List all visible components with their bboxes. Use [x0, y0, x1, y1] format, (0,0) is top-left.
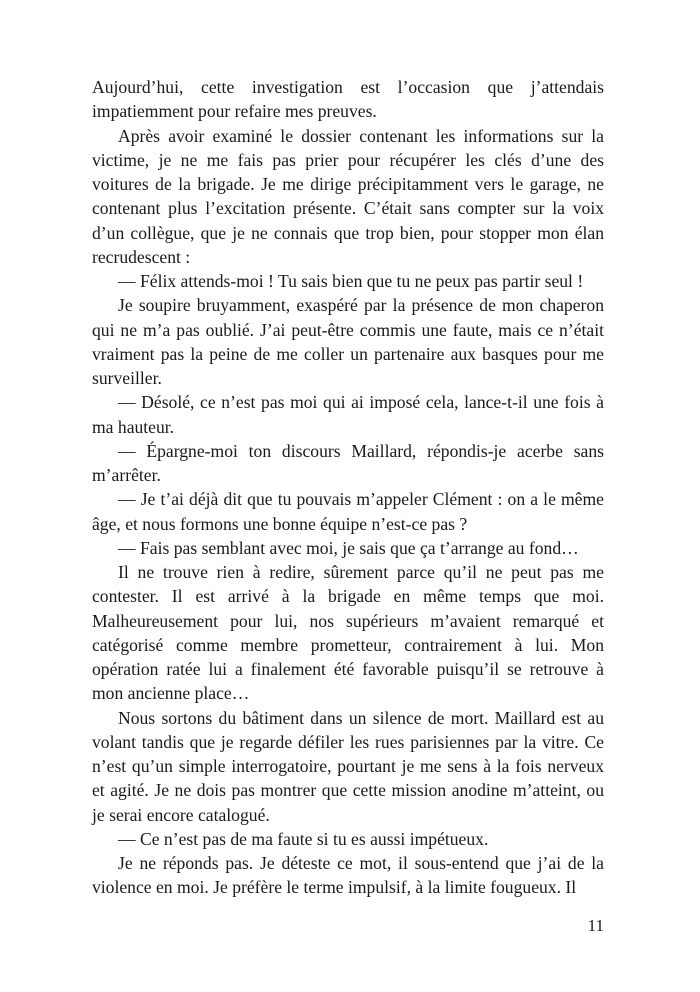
paragraph-3: Je soupire bruyamment, exaspéré par la présence de mon chaperon qui ne m’a pas oublié. J’ai peut-être commis une faute, mais ce n’était vraiment pas la peine de me coller un partenaire aux basques pour me surveiller. [92, 295, 604, 388]
page-number: 11 [587, 916, 604, 935]
paragraph-2: Après avoir examiné le dossier contenant les informations sur la victime, je ne me fais pas prier pour récupérer les clés d’une des voitures de la brigade. Je me dirige précipitamment vers le garage, ne contenant plus l’excitation présente. C’était sans compter sur la voix d’un collègue, que je ne connais que trop bien, pour stopper mon élan recrudescent : [92, 125, 604, 267]
paragraph-4: Il ne trouve rien à redire, sûrement parce qu’il ne peut pas me contester. Il est arrivé à la brigade en même temps que moi. Malheureusement pour lui, nos supérieurs m’avaient remarqué et catégorisé comme membre prometteur, contrairement à lui. Mon opération ratée lui a finalement été favorable puisqu’il se retrouve à mon ancienne place… [92, 562, 604, 704]
dialogue-line-4: — Je t’ai déjà dit que tu pouvais m’appeler Clément : on a le même âge, et nous formons une bonne équipe n’est-ce pas ? [92, 489, 604, 534]
dialogue-line-1: — Félix attends-moi ! Tu sais bien que tu ne peux pas partir seul ! [118, 271, 584, 291]
dialogue-line-3: — Épargne-moi ton discours Maillard, répondis-je acerbe sans m’arrêter. [92, 440, 604, 485]
paragraph-1: Aujourd’hui, cette investigation est l’occasion que j’attendais impatiemment pour refaire mes preuves. [92, 77, 604, 122]
dialogue-line-5: — Fais pas semblant avec moi, je sais que ça t’arrange au fond… [118, 537, 579, 558]
paragraph-6: Je ne réponds pas. Je déteste ce mot, il sous-entend que j’ai de la violence en moi. Je préfère le terme impulsif, à la limite fougueux. Il [92, 853, 604, 898]
paragraph-5: Nous sortons du bâtiment dans un silence de mort. Maillard est au volant tandis que je regarde défiler les rues parisiennes par la vitre. Ce n’est qu’un simple interrogatoire, pourtant je me sens à la fois nerveux et agité. Je ne dois pas montrer que cette mission anodine m’atteint, ou je serai encore catalogué. [92, 707, 604, 825]
page-body-text [92, 75, 604, 900]
dialogue-line-6: — Ce n’est pas de ma faute si tu es aussi impétueux. [118, 828, 489, 849]
dialogue-line-2: — Désolé, ce n’est pas moi qui ai imposé cela, lance-t-il une fois à ma hauteur. [92, 392, 604, 437]
